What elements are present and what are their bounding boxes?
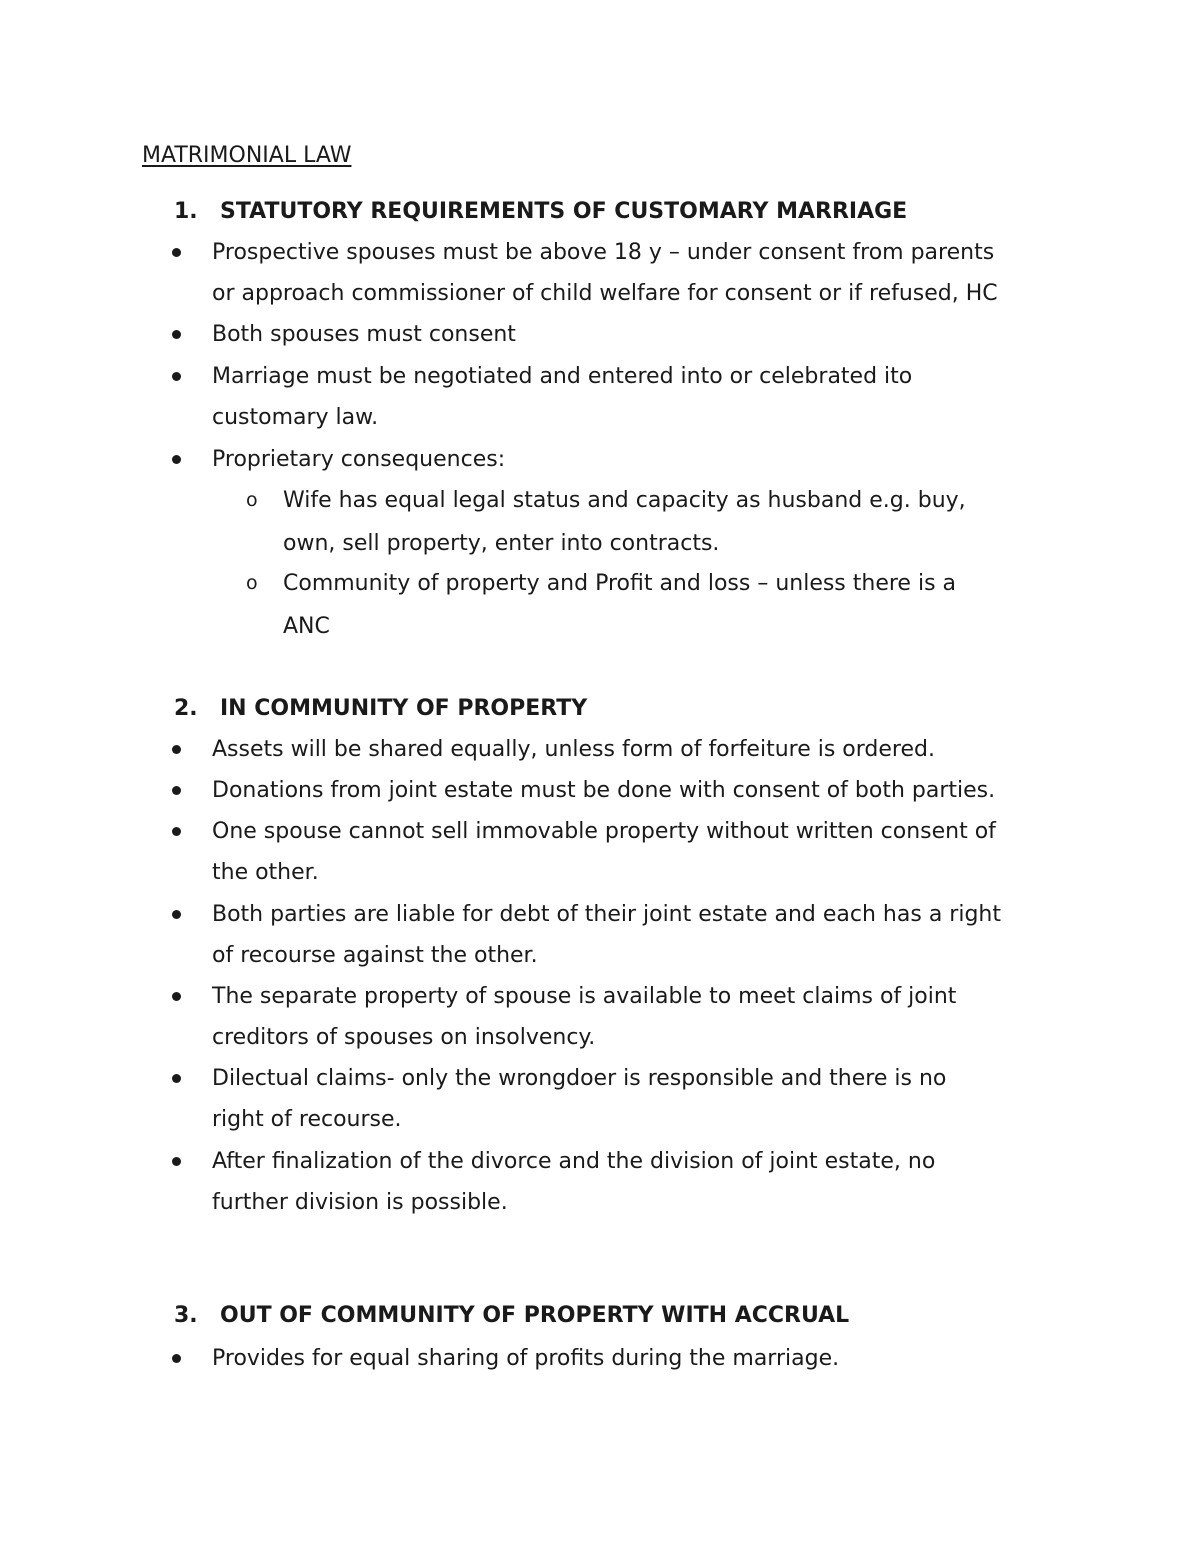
bullet-icon [172, 248, 181, 257]
bullet-icon [172, 910, 181, 919]
list-item-text: Donations from joint estate must be done with consent of both parties. [212, 778, 996, 803]
list-item-text: Prospective spouses must be above 18 y – under consent from parents or approach commissioner of child welfare for consent or if refused, HC [212, 240, 998, 306]
section-number: 3. [174, 1303, 198, 1328]
section-heading [174, 695, 587, 723]
bullet-icon [172, 992, 181, 1001]
section-heading [174, 1302, 849, 1330]
bullet-icon [172, 372, 181, 381]
circle-bullet-icon: o [246, 572, 258, 594]
sub-list-item-text: Wife has equal legal status and capacity as husband e.g. buy, own, sell property, enter into contracts. [283, 488, 966, 556]
document-title: MATRIMONIAL LAW [142, 143, 352, 168]
section-number: 2. [174, 696, 198, 721]
bullet-icon [172, 330, 181, 339]
list-item-text: Both spouses must consent [212, 322, 516, 347]
list-item-text: Both parties are liable for debt of their joint estate and each has a right of recourse against the other. [212, 902, 1001, 968]
bullet-icon [172, 455, 181, 464]
list-item-text: One spouse cannot sell immovable property without written consent of the other. [212, 819, 996, 885]
section-title: STATUTORY REQUIREMENTS OF CUSTOMARY MARRIAGE [220, 199, 908, 224]
list-item-text: After finalization of the divorce and the division of joint estate, no further division is possible. [212, 1149, 936, 1215]
section-title: OUT OF COMMUNITY OF PROPERTY WITH ACCRUAL [220, 1303, 850, 1328]
section-number: 1. [174, 199, 198, 224]
bullet-icon [172, 1354, 181, 1363]
list-item-text: Provides for equal sharing of profits during the marriage. [212, 1346, 840, 1371]
sub-list-item-text: Community of property and Profit and loss – unless there is a ANC [283, 571, 957, 639]
list-item-text: Dilectual claims- only the wrongdoer is responsible and there is no right of recourse. [212, 1066, 947, 1132]
circle-bullet-icon: o [246, 489, 258, 511]
bullet-icon [172, 745, 181, 754]
bullet-icon [172, 1157, 181, 1166]
list-item-text: Proprietary consequences: [212, 447, 506, 472]
bullet-icon [172, 786, 181, 795]
bullet-icon [172, 827, 181, 836]
list-item-text: Marriage must be negotiated and entered into or celebrated ito customary law. [212, 364, 913, 430]
list-item-text: The separate property of spouse is available to meet claims of joint creditors of spouses on insolvency. [212, 984, 957, 1050]
section-heading [174, 198, 907, 226]
list-item-text: Assets will be shared equally, unless form of forfeiture is ordered. [212, 737, 935, 762]
bullet-icon [172, 1074, 181, 1083]
section-title: IN COMMUNITY OF PROPERTY [220, 696, 588, 721]
